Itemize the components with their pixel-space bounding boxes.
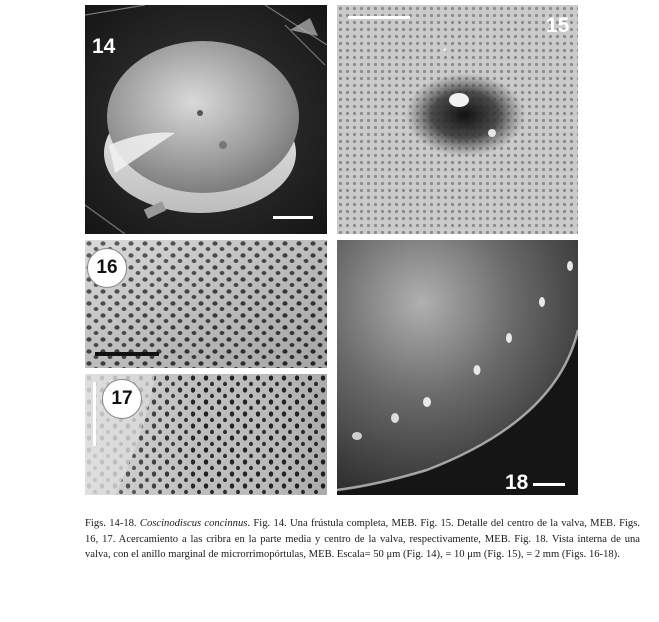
valve-center-micrograph bbox=[337, 5, 578, 234]
figure-17-label: 17 bbox=[111, 388, 133, 409]
figure-17-label-badge bbox=[102, 379, 142, 419]
figure-17-cribra-center bbox=[85, 374, 327, 495]
figure-16-label-badge bbox=[87, 248, 127, 288]
figure-18-scale-bar bbox=[533, 483, 565, 486]
figure-18-label: 18 bbox=[505, 471, 529, 494]
figure-16-cribra-middle bbox=[85, 240, 327, 368]
valve-interior-micrograph bbox=[337, 240, 578, 495]
figure-14-frustule bbox=[85, 5, 327, 234]
figure-caption bbox=[85, 516, 640, 563]
figure-17-scale-bar bbox=[93, 382, 96, 446]
figure-14-scale-bar bbox=[273, 216, 313, 219]
figure-18-valve-interior bbox=[337, 240, 578, 495]
figure-14-label: 14 bbox=[92, 35, 116, 58]
figure-15-scale-bar bbox=[348, 16, 410, 19]
figure-15-valve-center bbox=[337, 5, 578, 234]
caption-text: . Fig. 14. Una frústula completa, MEB. Fig. 15. Detalle del centro de la valva, MEB. Figs. 16, 17. Acercamiento a las cribra en la parte media y centro de la valva, respectivamente, MEB. Fig. 18. Vista interna de una valva, con el anillo marginal de microrrimopórtulas, MEB. Escala= 50 μm (Fig. 14), = 10 μm (Fig. 15), = 2 mm (Figs. 16-18). bbox=[85, 518, 640, 560]
figure-16-label: 16 bbox=[96, 257, 118, 278]
caption-species: Coscinodiscus concinnus bbox=[139, 518, 248, 529]
figure-15-label: 15 bbox=[546, 14, 570, 37]
caption-prefix: Figs. 14-18. bbox=[85, 518, 140, 529]
figure-16-scale-bar bbox=[95, 352, 159, 356]
frustule-micrograph bbox=[85, 5, 327, 234]
